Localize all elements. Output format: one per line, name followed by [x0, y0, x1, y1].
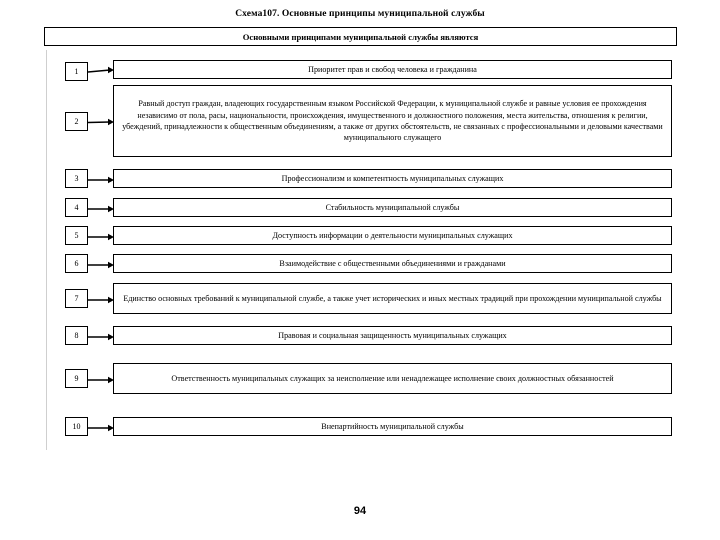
item-number-label: 3 — [74, 174, 79, 183]
item-number-box[interactable] — [65, 254, 88, 273]
item-number-label: 5 — [74, 231, 79, 240]
principle-text: Доступность информации о деятельности муниципальных служащих — [272, 230, 513, 240]
principle-text: Приоритет прав и свобод человека и гражданина — [308, 64, 477, 74]
principle-text: Единство основных требований к муниципальной службе, а также учет исторических и иных местных традиций при прохождении муниципальной службы — [123, 293, 662, 303]
principle-box[interactable] — [113, 417, 672, 436]
principle-text: Равный доступ граждан, владеющих государственным языком Российской Федерации, к муниципальной службе и равные условия ее прохождения независимо от пола, расы, национальности, происхождения, имущественного и должностного положения, места жительства, отношения к религии, убеждений, принадлежности к общественным объединениям, а также от других обстоятельств, не связанных с профессиональными и деловыми качествами муниципального служащего — [122, 99, 663, 143]
item-number-label: 8 — [74, 331, 79, 340]
item-number-label: 9 — [74, 374, 79, 383]
item-number-box[interactable] — [65, 169, 88, 188]
principle-text: Профессионализм и компетентность муниципальных служащих — [281, 173, 504, 183]
item-number-label: 2 — [74, 117, 79, 126]
item-number-box[interactable] — [65, 289, 88, 308]
principle-box[interactable] — [113, 254, 672, 273]
page-title: Схема107. Основные принципы муниципальной службы — [235, 9, 485, 19]
item-number-label: 6 — [74, 259, 79, 268]
principle-box[interactable] — [113, 226, 672, 245]
arrow-icon — [88, 173, 114, 185]
item-number-box[interactable] — [65, 417, 88, 436]
arrow-icon — [88, 293, 114, 305]
arrow-icon — [88, 64, 114, 78]
principle-text: Ответственность муниципальных служащих за неисполнение или ненадлежащее исполнение своих должностных обязанностей — [171, 373, 614, 383]
item-number-label: 10 — [72, 422, 81, 431]
arrow-icon — [88, 421, 114, 433]
item-number-box[interactable] — [65, 62, 88, 81]
item-number-box[interactable] — [65, 326, 88, 345]
principle-box[interactable] — [113, 60, 672, 79]
item-number-box[interactable] — [65, 198, 88, 217]
arrow-icon — [88, 330, 114, 342]
principle-text: Стабильность муниципальной службы — [325, 202, 460, 212]
arrow-icon — [88, 258, 114, 270]
principle-box[interactable] — [113, 363, 672, 394]
principle-box[interactable] — [113, 85, 672, 157]
principle-box[interactable] — [113, 326, 672, 345]
subtitle-text: Основными принципами муниципальной службы являются — [242, 31, 479, 42]
arrow-icon — [88, 202, 114, 214]
arrow-icon — [88, 230, 114, 242]
item-number-label: 4 — [74, 203, 79, 212]
arrow-icon — [88, 115, 114, 128]
item-number-box[interactable] — [65, 112, 88, 131]
principle-box[interactable] — [113, 283, 672, 314]
page-number: 94 — [353, 505, 367, 517]
item-number-box[interactable] — [65, 226, 88, 245]
item-number-label: 1 — [74, 67, 79, 76]
principle-text: Правовая и социальная защищенность муниципальных служащих — [278, 330, 507, 340]
item-number-box[interactable] — [65, 369, 88, 388]
principle-box[interactable] — [113, 169, 672, 188]
principle-text: Внепартийность муниципальной службы — [321, 421, 464, 431]
principle-text: Взаимодействие с общественными объединениями и гражданами — [279, 258, 506, 268]
item-number-label: 7 — [74, 294, 79, 303]
subtitle-banner — [44, 27, 677, 46]
arrow-icon — [88, 373, 114, 385]
principle-box[interactable] — [113, 198, 672, 217]
